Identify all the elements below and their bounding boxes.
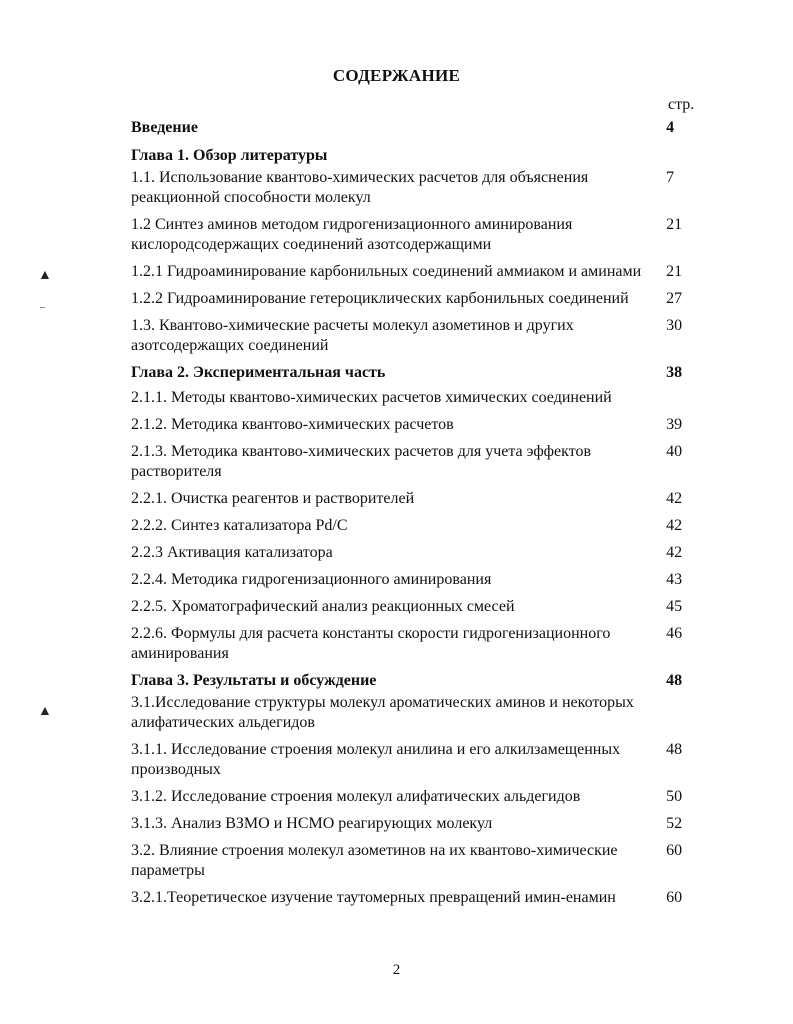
toc-entry-page: 21	[666, 216, 683, 233]
toc-entry-chapter-3	[131, 671, 691, 691]
toc-entry-text: 3.2. Влияние строения молекул азометинов на их квантово-химические параметры	[131, 842, 618, 879]
toc-entry	[131, 489, 691, 509]
toc-entry-page: 42	[666, 517, 683, 534]
toc-entry-text: 1.2.1 Гидроаминирование карбонильных соединений аммиаком и аминами	[131, 263, 642, 280]
toc-entry	[131, 316, 691, 356]
toc-entry-page: 48	[666, 672, 683, 689]
page-number: 2	[392, 962, 401, 978]
toc-entry-text: Введение	[131, 119, 198, 136]
toc-entry-text: 1.2 Синтез аминов методом гидрогенизационного аминирования кислородсодержащих соединений азотсодержащими	[131, 216, 573, 253]
page-title: СОДЕРЖАНИЕ	[332, 66, 461, 85]
toc-entry	[131, 740, 691, 780]
toc-entry-text: 2.2.1. Очистка реагентов и растворителей	[131, 490, 415, 507]
toc-entry-text: 2.2.2. Синтез катализатора Pd/C	[131, 517, 348, 534]
toc-entry-chapter-1	[131, 146, 691, 166]
toc-entry-intro	[131, 118, 691, 138]
toc-entry-page: 4	[666, 119, 675, 136]
toc-entry-page: 46	[666, 625, 683, 642]
toc-entry-page: 45	[666, 598, 683, 615]
toc-entry	[131, 841, 691, 881]
toc-entry-text: 2.2.5. Хроматографический анализ реакционных смесей	[131, 598, 515, 615]
toc-entry	[131, 787, 691, 807]
toc-entry-page: 7	[666, 169, 675, 186]
toc-entry	[131, 262, 691, 282]
toc-entry	[131, 543, 691, 563]
toc-entry	[131, 415, 691, 435]
toc-entry-chapter-2	[131, 363, 691, 383]
scan-mark: ▲	[38, 704, 52, 719]
toc-entry	[131, 888, 691, 908]
toc-entry-text: 1.1. Использование квантово-химических расчетов для объяснения реакционной способности молекул	[131, 169, 589, 206]
toc-entry	[131, 624, 691, 664]
scan-mark: –	[40, 302, 45, 313]
toc-entry-text: 2.2.6. Формулы для расчета константы скорости гидрогенизационного аминирования	[131, 625, 611, 662]
toc-entry-page: 27	[666, 290, 683, 307]
toc-entry	[131, 388, 691, 408]
toc-entry	[131, 693, 691, 733]
toc-entry	[131, 516, 691, 536]
table-of-contents	[131, 118, 691, 908]
toc-entry-text: Глава 2. Экспериментальная часть	[131, 364, 386, 381]
scan-mark: ▲	[38, 268, 52, 283]
toc-entry-page: 40	[666, 443, 683, 460]
toc-entry-text: 1.3. Квантово-химические расчеты молекул азометинов и других азотсодержащих соединений	[131, 317, 574, 354]
toc-entry-page: 21	[666, 263, 683, 280]
toc-entry-text: 3.1.2. Исследование строения молекул алифатических альдегидов	[131, 788, 581, 805]
toc-entry	[131, 814, 691, 834]
toc-entry	[131, 215, 691, 255]
toc-entry-page: 60	[666, 889, 683, 906]
toc-entry-text: 2.2.3 Активация катализатора	[131, 544, 333, 561]
toc-entry-text: 2.1.1. Методы квантово-химических расчетов химических соединений	[131, 389, 612, 406]
toc-entry-page: 50	[666, 788, 683, 805]
toc-entry-text: 2.1.3. Методика квантово-химических расчетов для учета эффектов растворителя	[131, 443, 592, 480]
toc-entry	[131, 442, 691, 482]
toc-entry-text: 3.1.Исследование структуры молекул ароматических аминов и некоторых алифатических альдегидов	[131, 694, 634, 731]
toc-entry	[131, 168, 691, 208]
toc-entry-page: 42	[666, 544, 683, 561]
toc-entry-text: Глава 3. Результаты и обсуждение	[131, 672, 377, 689]
toc-entry-text: 1.2.2 Гидроаминирование гетероциклических карбонильных соединений	[131, 290, 629, 307]
toc-entry	[131, 289, 691, 309]
toc-entry	[131, 597, 691, 617]
toc-entry-page: 30	[666, 317, 683, 334]
toc-entry-page: 48	[666, 741, 683, 758]
toc-entry	[131, 570, 691, 590]
toc-entry-text: 3.2.1.Теоретическое изучение таутомерных превращений имин-енамин	[131, 889, 616, 906]
page-column-label: стр.	[668, 96, 695, 113]
toc-entry-page: 60	[666, 842, 683, 859]
toc-entry-page: 43	[666, 571, 683, 588]
toc-entry-text: 2.1.2. Методика квантово-химических расчетов	[131, 416, 454, 433]
toc-entry-text: 3.1.3. Анализ ВЗМО и НСМО реагирующих молекул	[131, 815, 493, 832]
toc-entry-text: 3.1.1. Исследование строения молекул анилина и его алкилзамещенных производных	[131, 741, 621, 778]
toc-entry-page: 42	[666, 490, 683, 507]
toc-entry-text: 2.2.4. Методика гидрогенизационного аминирования	[131, 571, 492, 588]
toc-entry-text: Глава 1. Обзор литературы	[131, 147, 328, 164]
toc-entry-page: 38	[666, 364, 683, 381]
toc-entry-page: 52	[666, 815, 683, 832]
toc-entry-page: 39	[666, 416, 683, 433]
